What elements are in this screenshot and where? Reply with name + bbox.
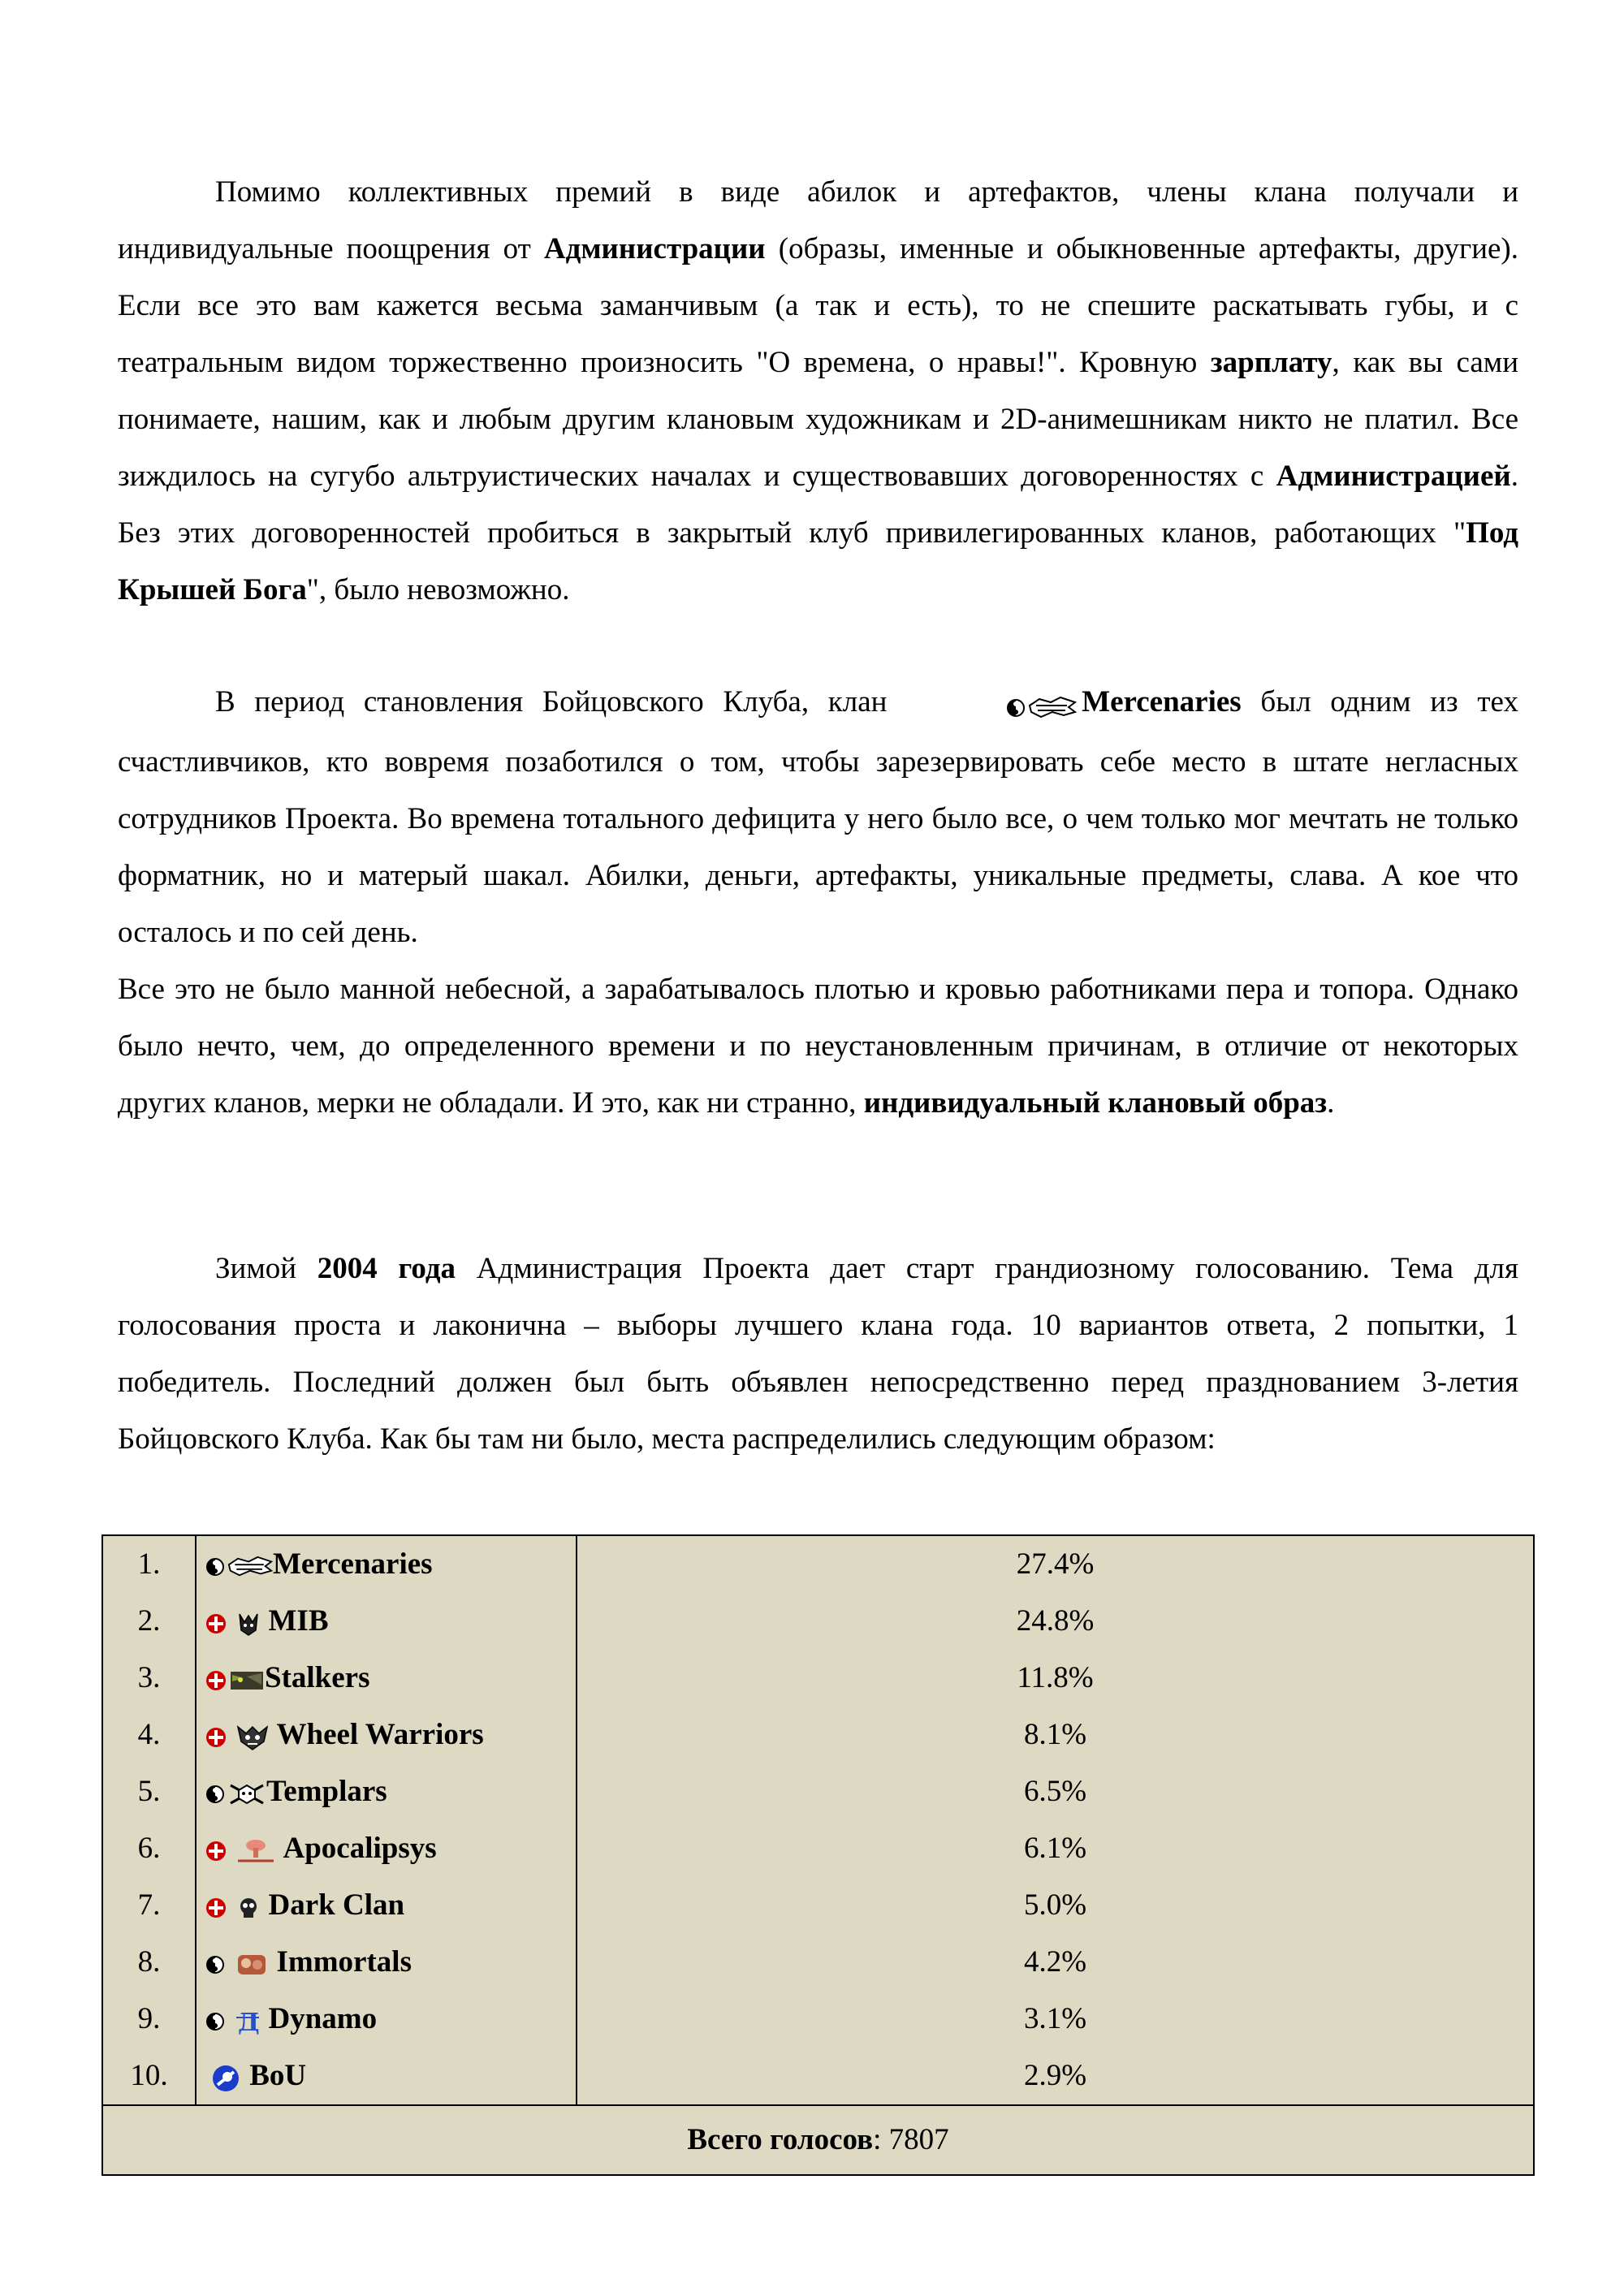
text-run: . [1327, 1086, 1335, 1120]
percent-cell: 27.4% [1016, 1547, 1095, 1581]
red-cross-icon [206, 1728, 226, 1747]
percent-cell: 2.9% [1023, 2059, 1087, 2092]
red-cross-icon [206, 1614, 226, 1634]
bold-administration-instr: Администрацией [1276, 460, 1511, 493]
rank-cell: 4. [137, 1718, 161, 1751]
red-cross-icon [206, 1898, 226, 1918]
bou-emblem-icon [209, 2064, 242, 2093]
rank-cell: 2. [137, 1604, 161, 1638]
percent-cell: 11.8% [1017, 1661, 1094, 1694]
rank-column [102, 1535, 196, 2105]
clan-name: Templars [266, 1775, 387, 1808]
immortals-emblem-icon [235, 1952, 269, 1978]
mercenaries-inline-icons [909, 677, 1077, 734]
dark-clan-emblem-icon [236, 1896, 261, 1920]
clan-name: BoU [249, 2059, 307, 2092]
red-cross-icon [206, 1841, 226, 1861]
percent-cell: 6.5% [1023, 1775, 1087, 1808]
percent-cell: 4.2% [1023, 1945, 1087, 1979]
paragraph-voting [118, 1241, 1518, 1468]
total-votes-value: 7807 [888, 2123, 949, 2156]
text-run: (образы, именные и обыкновенные артефакты, другие). Если все это вам кажется весьма заманчивым (а так и есть), то не спешите раскатывать губы, и с театральным видом торжественно произносить "О времена, о нравы!". Кровную [118, 232, 1518, 379]
total-votes-label: Всего голосов [687, 2123, 874, 2156]
rank-cell: 3. [137, 1661, 161, 1694]
percent-cell: 3.1% [1023, 2002, 1087, 2035]
bold-salary: зарплату [1210, 346, 1332, 379]
apocalipsys-emblem-icon [236, 1838, 275, 1864]
text-run: В период становления Бойцовского Клуба, клан [215, 685, 907, 719]
rank-cell: 7. [137, 1888, 161, 1922]
clan-cell-mib [206, 1593, 576, 1650]
bold-under-gods-roof: Под Крышей Бога [118, 516, 1518, 606]
paragraph-mercenaries-history [118, 674, 1518, 1132]
yin-yang-icon [206, 2013, 224, 2031]
percent-cell: 24.8% [1016, 1604, 1095, 1638]
percent-column [577, 1535, 1534, 2105]
text-run: . Без этих договоренностей пробиться в закрытый клуб привилегированных кланов, работающих " [118, 460, 1518, 550]
clan-name: Stalkers [265, 1661, 370, 1694]
wheel-warriors-emblem-icon [236, 1724, 269, 1751]
text-run: был одним из тех счастливчиков, кто вовремя позаботился о том, чтобы зарезервировать себе место в штате негласных сотрудников Проекта. Во времена тотального дефицита у него было все, о чем только мог мечтать не только форматник, но и матерый шакал. Абилки, деньги, артефакты, уникальные предметы, слава. А кое что осталось и по сей день. [118, 685, 1518, 949]
results-total-row [102, 2105, 1534, 2175]
paragraph-text [118, 961, 1518, 1132]
paragraph-text [118, 1241, 1518, 1468]
clan-name: Immortals [276, 1945, 412, 1979]
voting-results-table [102, 1534, 1535, 2176]
clan-cell-mercenaries [206, 1536, 576, 1593]
clan-name: Wheel Warriors [276, 1718, 484, 1751]
paragraph-text [118, 674, 1518, 961]
stalkers-emblem-icon [229, 1668, 265, 1693]
clan-cell-apocalipsys [206, 1820, 576, 1877]
percent-cell: 5.0% [1023, 1888, 1087, 1922]
clan-name: MIB [268, 1604, 329, 1638]
rank-cell: 5. [137, 1775, 161, 1808]
text-run: Все это не было манной небесной, а зарабатывалось плотью и кровью работниками пера и топора. Однако было нечто, чем, до определенного времени и по неустановленным причинам, в отличие от некоторых других кланов, мерки не обладали. И это, как ни странно, [118, 973, 1518, 1120]
bold-mercenaries: Mercenaries [1082, 685, 1242, 719]
clan-cell-wheel-warriors [206, 1707, 576, 1763]
total-votes-separator: : [873, 2123, 889, 2156]
paragraph-text [118, 164, 1518, 619]
rank-cell: 10. [130, 2059, 168, 2092]
clan-cell-dark-clan [206, 1877, 576, 1934]
svg-text:Д: Д [238, 2008, 260, 2035]
yin-yang-icon [1007, 699, 1025, 717]
text-run: ", было невозможно. [306, 573, 570, 606]
clan-cell-immortals [206, 1934, 576, 1991]
templars-emblem-icon [227, 1782, 266, 1806]
clan-name: Mercenaries [273, 1547, 433, 1581]
yin-yang-icon [206, 1785, 224, 1803]
bold-clan-image: индивидуальный клановый образ [863, 1086, 1328, 1120]
text-run: Зимой [215, 1252, 317, 1285]
rank-cell: 8. [137, 1945, 161, 1979]
rank-cell: 6. [137, 1832, 161, 1865]
text-run: Помимо коллективных премий в виде абилок и артефактов, члены клана получали и индивидуальные поощрения от [118, 175, 1518, 265]
yin-yang-icon [206, 1558, 224, 1576]
paragraph-administration [118, 164, 1518, 619]
percent-cell: 6.1% [1023, 1832, 1087, 1865]
mib-emblem-icon [236, 1611, 261, 1637]
mercenaries-emblem-icon [1028, 696, 1077, 720]
clan-name: Dark Clan [268, 1888, 405, 1922]
total-votes-cell [102, 2105, 1534, 2175]
clan-name: Dynamo [268, 2002, 378, 2035]
mercenaries-emblem-icon [227, 1556, 273, 1578]
text-run: Администрация Проекта дает старт грандиозному голосованию. Тема для голосования проста и лаконична – выборы лучшего клана года. 10 вариантов ответа, 2 попытки, 1 победитель. Последний должен был быть объявлен непосредственно перед празднованием 3-летия Бойцовского Клуба. Как бы там ни было, места распределились следующим образом: [118, 1252, 1518, 1456]
clan-column [196, 1535, 577, 2105]
clan-cell-dynamo [206, 1991, 576, 2048]
bold-administration: Администрации [543, 232, 766, 265]
clan-cell-bou [206, 2048, 576, 2104]
rank-cell: 1. [137, 1547, 161, 1581]
bold-year: 2004 года [317, 1252, 456, 1285]
yin-yang-icon [206, 1956, 224, 1974]
clan-cell-stalkers [206, 1650, 576, 1707]
text-run: , как вы сами понимаете, нашим, как и любым другим клановым художникам и 2D-анимешникам никто не платил. Все зиждилось на сугубо альтруистических началах и существовавших договоренностях с [118, 346, 1519, 493]
percent-cell: 8.1% [1023, 1718, 1087, 1751]
clan-cell-templars [206, 1763, 576, 1820]
results-body-row [102, 1535, 1534, 2105]
dynamo-emblem-icon [235, 2008, 261, 2035]
rank-cell: 9. [137, 2002, 161, 2035]
clan-name: Apocalipsys [283, 1832, 437, 1865]
red-cross-icon [206, 1671, 226, 1690]
